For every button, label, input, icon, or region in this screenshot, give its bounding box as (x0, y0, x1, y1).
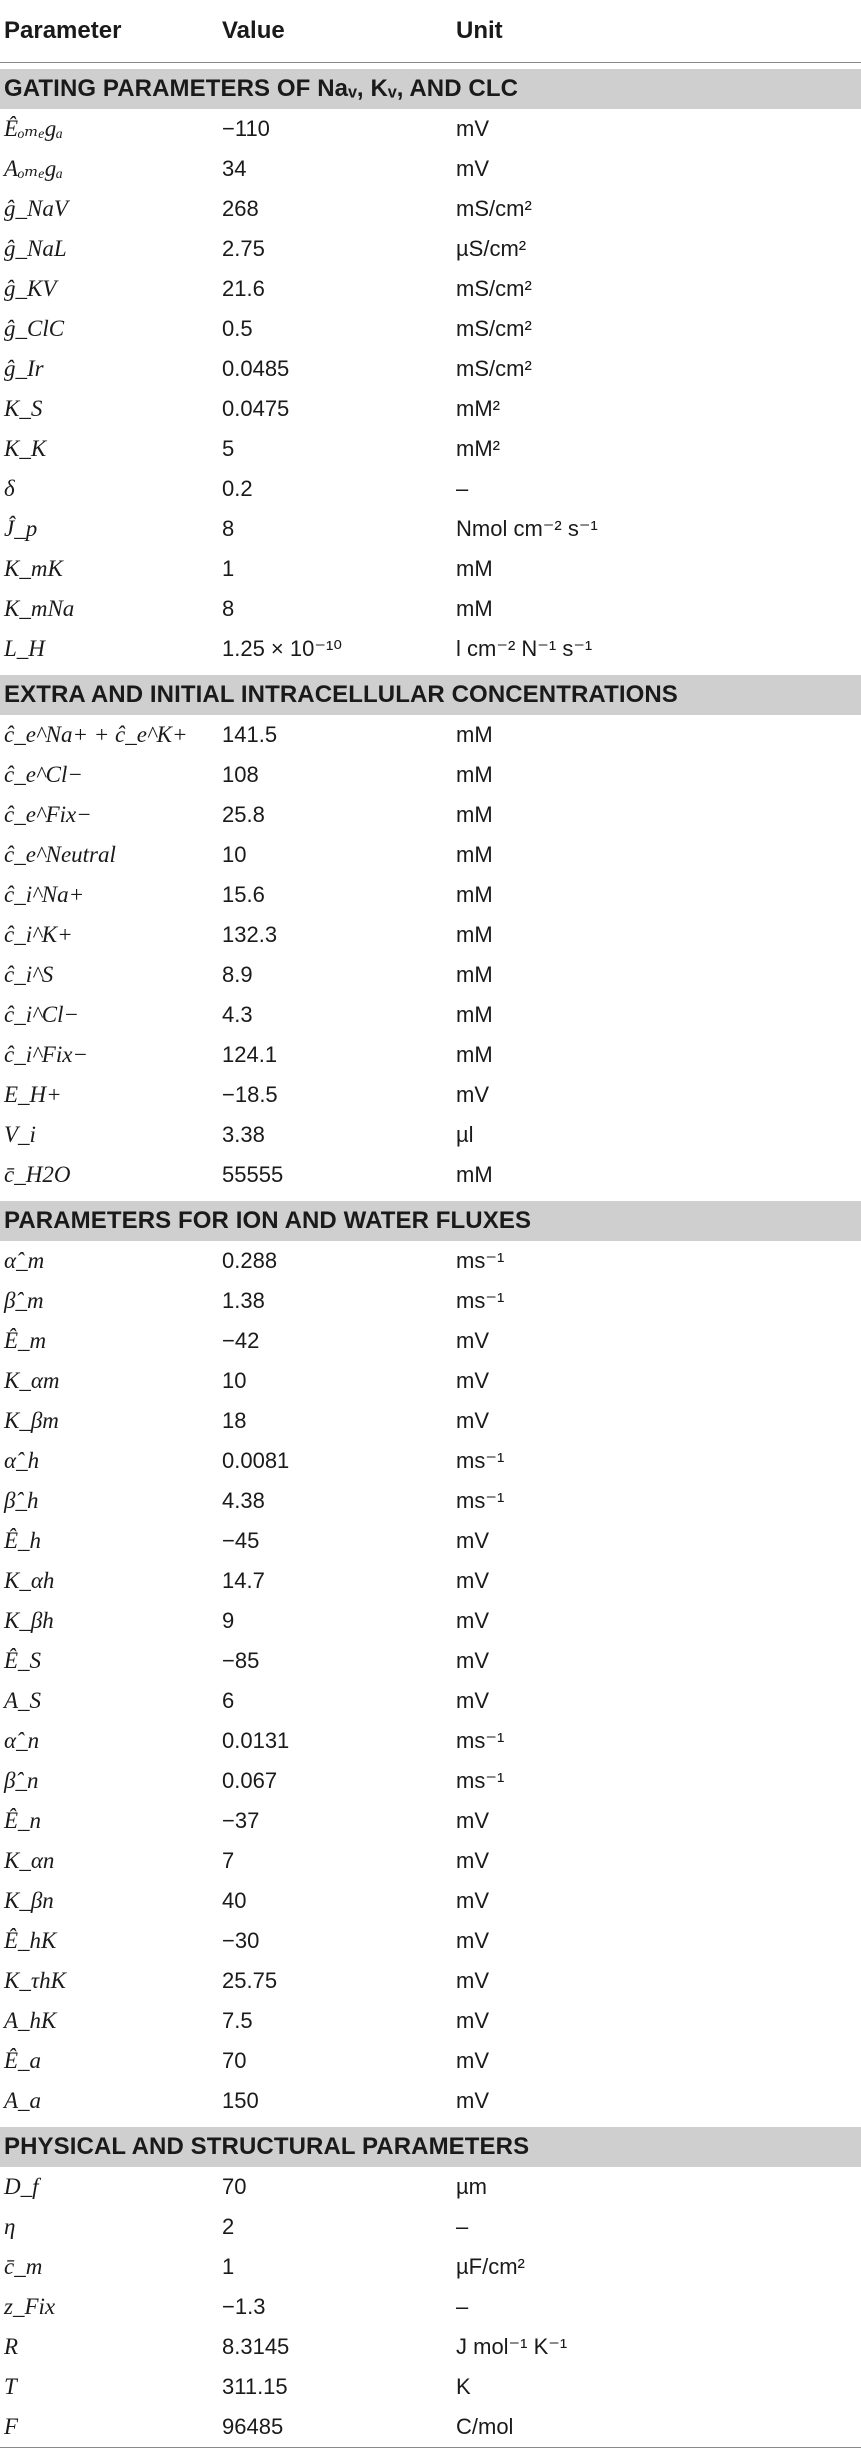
parameter-cell: K_τhK (4, 1967, 66, 1993)
unit-cell: mV (456, 1567, 489, 1593)
unit-cell: mV (456, 1607, 489, 1633)
value-cell: 10 (222, 1367, 247, 1393)
value-cell: 0.0131 (222, 1727, 290, 1753)
unit-cell: ms⁻¹ (456, 1487, 505, 1513)
value-cell: 132.3 (222, 921, 278, 947)
unit-cell: µm (456, 2173, 488, 2199)
unit-cell: mM (456, 1001, 493, 1027)
table-row (0, 2407, 861, 2448)
unit-cell: ms⁻¹ (456, 1287, 505, 1313)
header-unit: Unit (456, 16, 503, 44)
value-cell: 1.25 × 10⁻¹⁰ (222, 635, 343, 661)
table-row (0, 1921, 861, 1961)
table-row (0, 955, 861, 995)
table-row (0, 1401, 861, 1441)
table-row (0, 1155, 861, 1195)
unit-cell: l cm⁻² N⁻¹ s⁻¹ (456, 635, 593, 661)
table-row (0, 2247, 861, 2287)
table-row (0, 1361, 861, 1401)
table-row (0, 1035, 861, 1075)
parameter-cell: ĝ_NaL (4, 235, 67, 261)
parameter-cell: K_mNa (4, 595, 75, 621)
value-cell: 4.38 (222, 1487, 265, 1513)
table-row (0, 835, 861, 875)
parameter-cell: A_hK (4, 2007, 57, 2033)
table-row (0, 995, 861, 1035)
unit-cell: mV (456, 1367, 489, 1393)
parameter-cell: A_S (4, 1687, 42, 1713)
table-row (0, 269, 861, 309)
unit-cell: mM² (456, 395, 500, 421)
value-cell: 0.067 (222, 1767, 278, 1793)
value-cell: 0.2 (222, 475, 253, 501)
unit-cell: ms⁻¹ (456, 1447, 505, 1473)
parameter-cell: T (4, 2373, 17, 2399)
table-row (0, 1241, 861, 1281)
table-row (0, 2327, 861, 2367)
parameter-cell: E_H+ (4, 1081, 62, 1107)
value-cell: 14.7 (222, 1567, 265, 1593)
value-cell: 141.5 (222, 721, 278, 747)
table-row (0, 1841, 861, 1881)
unit-cell: µF/cm² (456, 2253, 525, 2279)
section-header-row (0, 69, 861, 109)
unit-cell: mM (456, 881, 493, 907)
value-cell: 21.6 (222, 275, 265, 301)
parameter-cell: α̂_h (4, 1447, 40, 1473)
table-row (0, 309, 861, 349)
value-cell: 9 (222, 1607, 235, 1633)
parameter-cell: A_a (4, 2087, 42, 2113)
table-row (0, 109, 861, 149)
unit-cell: mM (456, 841, 493, 867)
parameter-cell: ĉ_i^S (4, 961, 54, 987)
parameter-cell: Ê_a (4, 2047, 42, 2073)
unit-cell: mS/cm² (456, 195, 532, 221)
value-cell: 8.3145 (222, 2333, 290, 2359)
unit-cell: ms⁻¹ (456, 1767, 505, 1793)
unit-cell: mM (456, 921, 493, 947)
table-row (0, 2207, 861, 2247)
parameter-cell: K_βm (4, 1407, 59, 1433)
table-row (0, 2167, 861, 2207)
unit-cell: C/mol (452, 2407, 861, 2448)
parameter-cell: η (4, 2213, 16, 2239)
value-cell: 10 (222, 841, 247, 867)
parameter-cell: K_S (4, 395, 43, 421)
unit-cell: mV (456, 1847, 489, 1873)
parameter-cell: α̂_m (4, 1247, 45, 1273)
table-row (0, 149, 861, 189)
table-row (0, 915, 861, 955)
value-cell: −110 (222, 115, 270, 141)
unit-cell: mM (456, 555, 493, 581)
parameter-cell: K_K (4, 435, 47, 461)
value-cell: 124.1 (222, 1041, 278, 1067)
value-cell: −42 (222, 1327, 260, 1353)
header-value: Value (222, 16, 285, 44)
section-title: PHYSICAL AND STRUCTURAL PARAMETERS (0, 2127, 861, 2167)
parameter-cell: c̄_H2O (4, 1161, 71, 1187)
table-row (0, 1075, 861, 1115)
value-cell: 150 (222, 2087, 259, 2113)
unit-cell: mV (456, 1081, 489, 1107)
table-row (0, 589, 861, 629)
section-title: PARAMETERS FOR ION AND WATER FLUXES (0, 1201, 861, 1241)
value-cell: 25.75 (222, 1967, 278, 1993)
value-cell: 7.5 (222, 2007, 253, 2033)
parameter-cell: Ê_m (4, 1327, 47, 1353)
parameter-cell: β̂_n (4, 1767, 39, 1793)
parameter-cell: V_i (4, 1121, 36, 1147)
unit-cell: – (456, 475, 469, 501)
parameter-cell: Ê_n (4, 1807, 42, 1833)
unit-cell: mV (456, 1927, 489, 1953)
value-cell: 3.38 (222, 1121, 265, 1147)
parameter-cell: ĝ_KV (4, 275, 57, 301)
table-row (0, 1801, 861, 1841)
table-row (0, 2041, 861, 2081)
unit-cell: mV (456, 115, 489, 141)
table-row (0, 1641, 861, 1681)
value-cell: 70 (222, 2173, 247, 2199)
parameter-cell: K_αh (4, 1567, 55, 1593)
value-cell: 311.15 (222, 2373, 288, 2399)
unit-cell: Nmol cm⁻² s⁻¹ (456, 515, 598, 541)
section-header-row (0, 1201, 861, 1241)
table-row (0, 1721, 861, 1761)
value-cell: 40 (222, 1887, 247, 1913)
value-cell: 1.38 (222, 1287, 265, 1313)
table-row (0, 1115, 861, 1155)
table-row (0, 755, 861, 795)
unit-cell: mM (456, 961, 493, 987)
table-row (0, 1441, 861, 1481)
table-row (0, 1881, 861, 1921)
parameter-cell: ĉ_e^Neutral (4, 841, 116, 867)
parameter-cell: L_H (4, 635, 45, 661)
table-row (0, 2287, 861, 2327)
parameter-cell: δ (4, 475, 15, 501)
parameter-cell: ĉ_i^Na+ (4, 881, 85, 907)
table-row (0, 229, 861, 269)
value-cell: 6 (222, 1687, 235, 1713)
parameter-cell: ĝ_NaV (4, 195, 68, 221)
table-row (0, 389, 861, 429)
unit-cell: µl (456, 1121, 474, 1147)
value-cell: 4.3 (222, 1001, 253, 1027)
unit-cell: mM (456, 801, 493, 827)
table-row (0, 189, 861, 229)
parameter-cell: ĉ_e^Cl− (4, 761, 83, 787)
table-row (0, 795, 861, 835)
table-row (0, 1681, 861, 1721)
value-cell: 15.6 (222, 881, 265, 907)
table-header (0, 0, 861, 62)
value-cell: 1 (222, 555, 235, 581)
parameter-cell: K_αm (4, 1367, 60, 1393)
value-cell: −45 (222, 1527, 260, 1553)
value-cell: −37 (222, 1807, 260, 1833)
parameter-cell: Aₒₘₑgₐ (4, 155, 63, 181)
unit-cell: µS/cm² (456, 235, 527, 261)
table-row (0, 2081, 861, 2121)
value-cell: 0.0475 (222, 395, 290, 421)
value-cell: 108 (222, 761, 259, 787)
section-header-row (0, 2127, 861, 2167)
parameter-cell: F (0, 2407, 218, 2448)
unit-cell: mM (456, 721, 493, 747)
unit-cell: mS/cm² (456, 275, 532, 301)
table-row (0, 875, 861, 915)
unit-cell: mV (456, 2087, 489, 2113)
value-cell: 0.288 (222, 1247, 278, 1273)
table-body (0, 62, 861, 2447)
parameter-cell: Ê_hK (4, 1927, 57, 1953)
unit-cell: mM (456, 1161, 493, 1187)
value-cell: 8 (222, 595, 235, 621)
section-title: EXTRA AND INITIAL INTRACELLULAR CONCENTRATIONS (0, 675, 861, 715)
parameter-cell: Ê_h (4, 1527, 42, 1553)
table-row (0, 1601, 861, 1641)
parameter-cell: α̂_n (4, 1727, 40, 1753)
value-cell: 25.8 (222, 801, 265, 827)
value-cell: 96485 (218, 2407, 452, 2448)
unit-cell: mV (456, 155, 489, 181)
value-cell: 55555 (222, 1161, 284, 1187)
parameter-cell: c̄_m (4, 2253, 43, 2279)
parameter-cell: Ĵ_p (4, 515, 38, 541)
section-title: GATING PARAMETERS OF Naᵥ, Kᵥ, AND CLC (0, 69, 861, 109)
table-row (0, 549, 861, 589)
value-cell: 2.75 (222, 235, 265, 261)
value-cell: 7 (222, 1847, 235, 1873)
unit-cell: mS/cm² (456, 315, 532, 341)
unit-cell: mM (456, 1041, 493, 1067)
unit-cell: mV (456, 1647, 489, 1673)
table-row (0, 2001, 861, 2041)
table-row (0, 509, 861, 549)
unit-cell: ms⁻¹ (456, 1727, 505, 1753)
parameter-cell: β̂_h (4, 1487, 39, 1513)
value-cell: 34 (222, 155, 247, 181)
parameter-cell: ĉ_i^K+ (4, 921, 73, 947)
unit-cell: mV (456, 1407, 489, 1433)
parameter-cell: β̂_m (4, 1287, 44, 1313)
unit-cell: mV (456, 1527, 489, 1553)
table-row (0, 1521, 861, 1561)
value-cell: 0.0485 (222, 355, 290, 381)
parameter-cell: z_Fix (4, 2293, 56, 2319)
table-row (0, 429, 861, 469)
parameter-cell: D_f (4, 2173, 39, 2199)
unit-cell: mV (456, 2007, 489, 2033)
unit-cell: K (456, 2373, 471, 2399)
parameter-cell: ĉ_i^Fix− (4, 1041, 88, 1067)
value-cell: 70 (222, 2047, 247, 2073)
table-row (0, 1321, 861, 1361)
unit-cell: J mol⁻¹ K⁻¹ (456, 2333, 568, 2359)
value-cell: 1 (222, 2253, 235, 2279)
parameter-cell: K_βh (4, 1607, 54, 1633)
unit-cell: mV (456, 1807, 489, 1833)
value-cell: 18 (222, 1407, 247, 1433)
table-row (0, 1961, 861, 2001)
value-cell: −30 (222, 1927, 260, 1953)
parameter-cell: Ê_S (4, 1647, 42, 1673)
parameter-cell: ĉ_e^Fix− (4, 801, 92, 827)
value-cell: 8 (222, 515, 235, 541)
unit-cell: mV (456, 1327, 489, 1353)
value-cell: 8.9 (222, 961, 253, 987)
parameter-cell: ĉ_e^Na+ + ĉ_e^K+ (4, 721, 188, 747)
unit-cell: ms⁻¹ (456, 1247, 505, 1273)
unit-cell: mS/cm² (456, 355, 532, 381)
table-row (0, 1281, 861, 1321)
parameter-cell: ĉ_i^Cl− (4, 1001, 80, 1027)
value-cell: −1.3 (222, 2293, 266, 2319)
unit-cell: – (456, 2213, 469, 2239)
value-cell: 0.0081 (222, 1447, 290, 1473)
header-parameter: Parameter (4, 16, 122, 44)
unit-cell: mM (456, 761, 493, 787)
unit-cell: mV (456, 1967, 489, 1993)
table-row (0, 715, 861, 755)
table-row (0, 1761, 861, 1801)
table-row (0, 349, 861, 389)
parameter-cell: K_mK (4, 555, 63, 581)
unit-cell: mV (456, 1887, 489, 1913)
value-cell: 5 (222, 435, 235, 461)
value-cell: 2 (222, 2213, 235, 2239)
parameter-cell: Êₒₘₑgₐ (4, 115, 63, 141)
section-header-row (0, 675, 861, 715)
parameter-cell: K_βn (4, 1887, 54, 1913)
unit-cell: mM² (456, 435, 500, 461)
parameter-cell: ĝ_ClC (4, 315, 65, 341)
unit-cell: mM (456, 595, 493, 621)
unit-cell: mV (456, 2047, 489, 2073)
table-row (0, 2367, 861, 2407)
table-row (0, 1481, 861, 1521)
unit-cell: – (456, 2293, 469, 2319)
table-row (0, 469, 861, 509)
parameter-cell: K_αn (4, 1847, 55, 1873)
parameter-cell: ĝ_Ir (4, 355, 44, 381)
value-cell: −85 (222, 1647, 260, 1673)
table-row (0, 1561, 861, 1601)
value-cell: −18.5 (222, 1081, 278, 1107)
value-cell: 268 (222, 195, 259, 221)
parameter-cell: R (4, 2333, 19, 2359)
value-cell: 0.5 (222, 315, 253, 341)
unit-cell: mV (456, 1687, 489, 1713)
table-row (0, 629, 861, 669)
